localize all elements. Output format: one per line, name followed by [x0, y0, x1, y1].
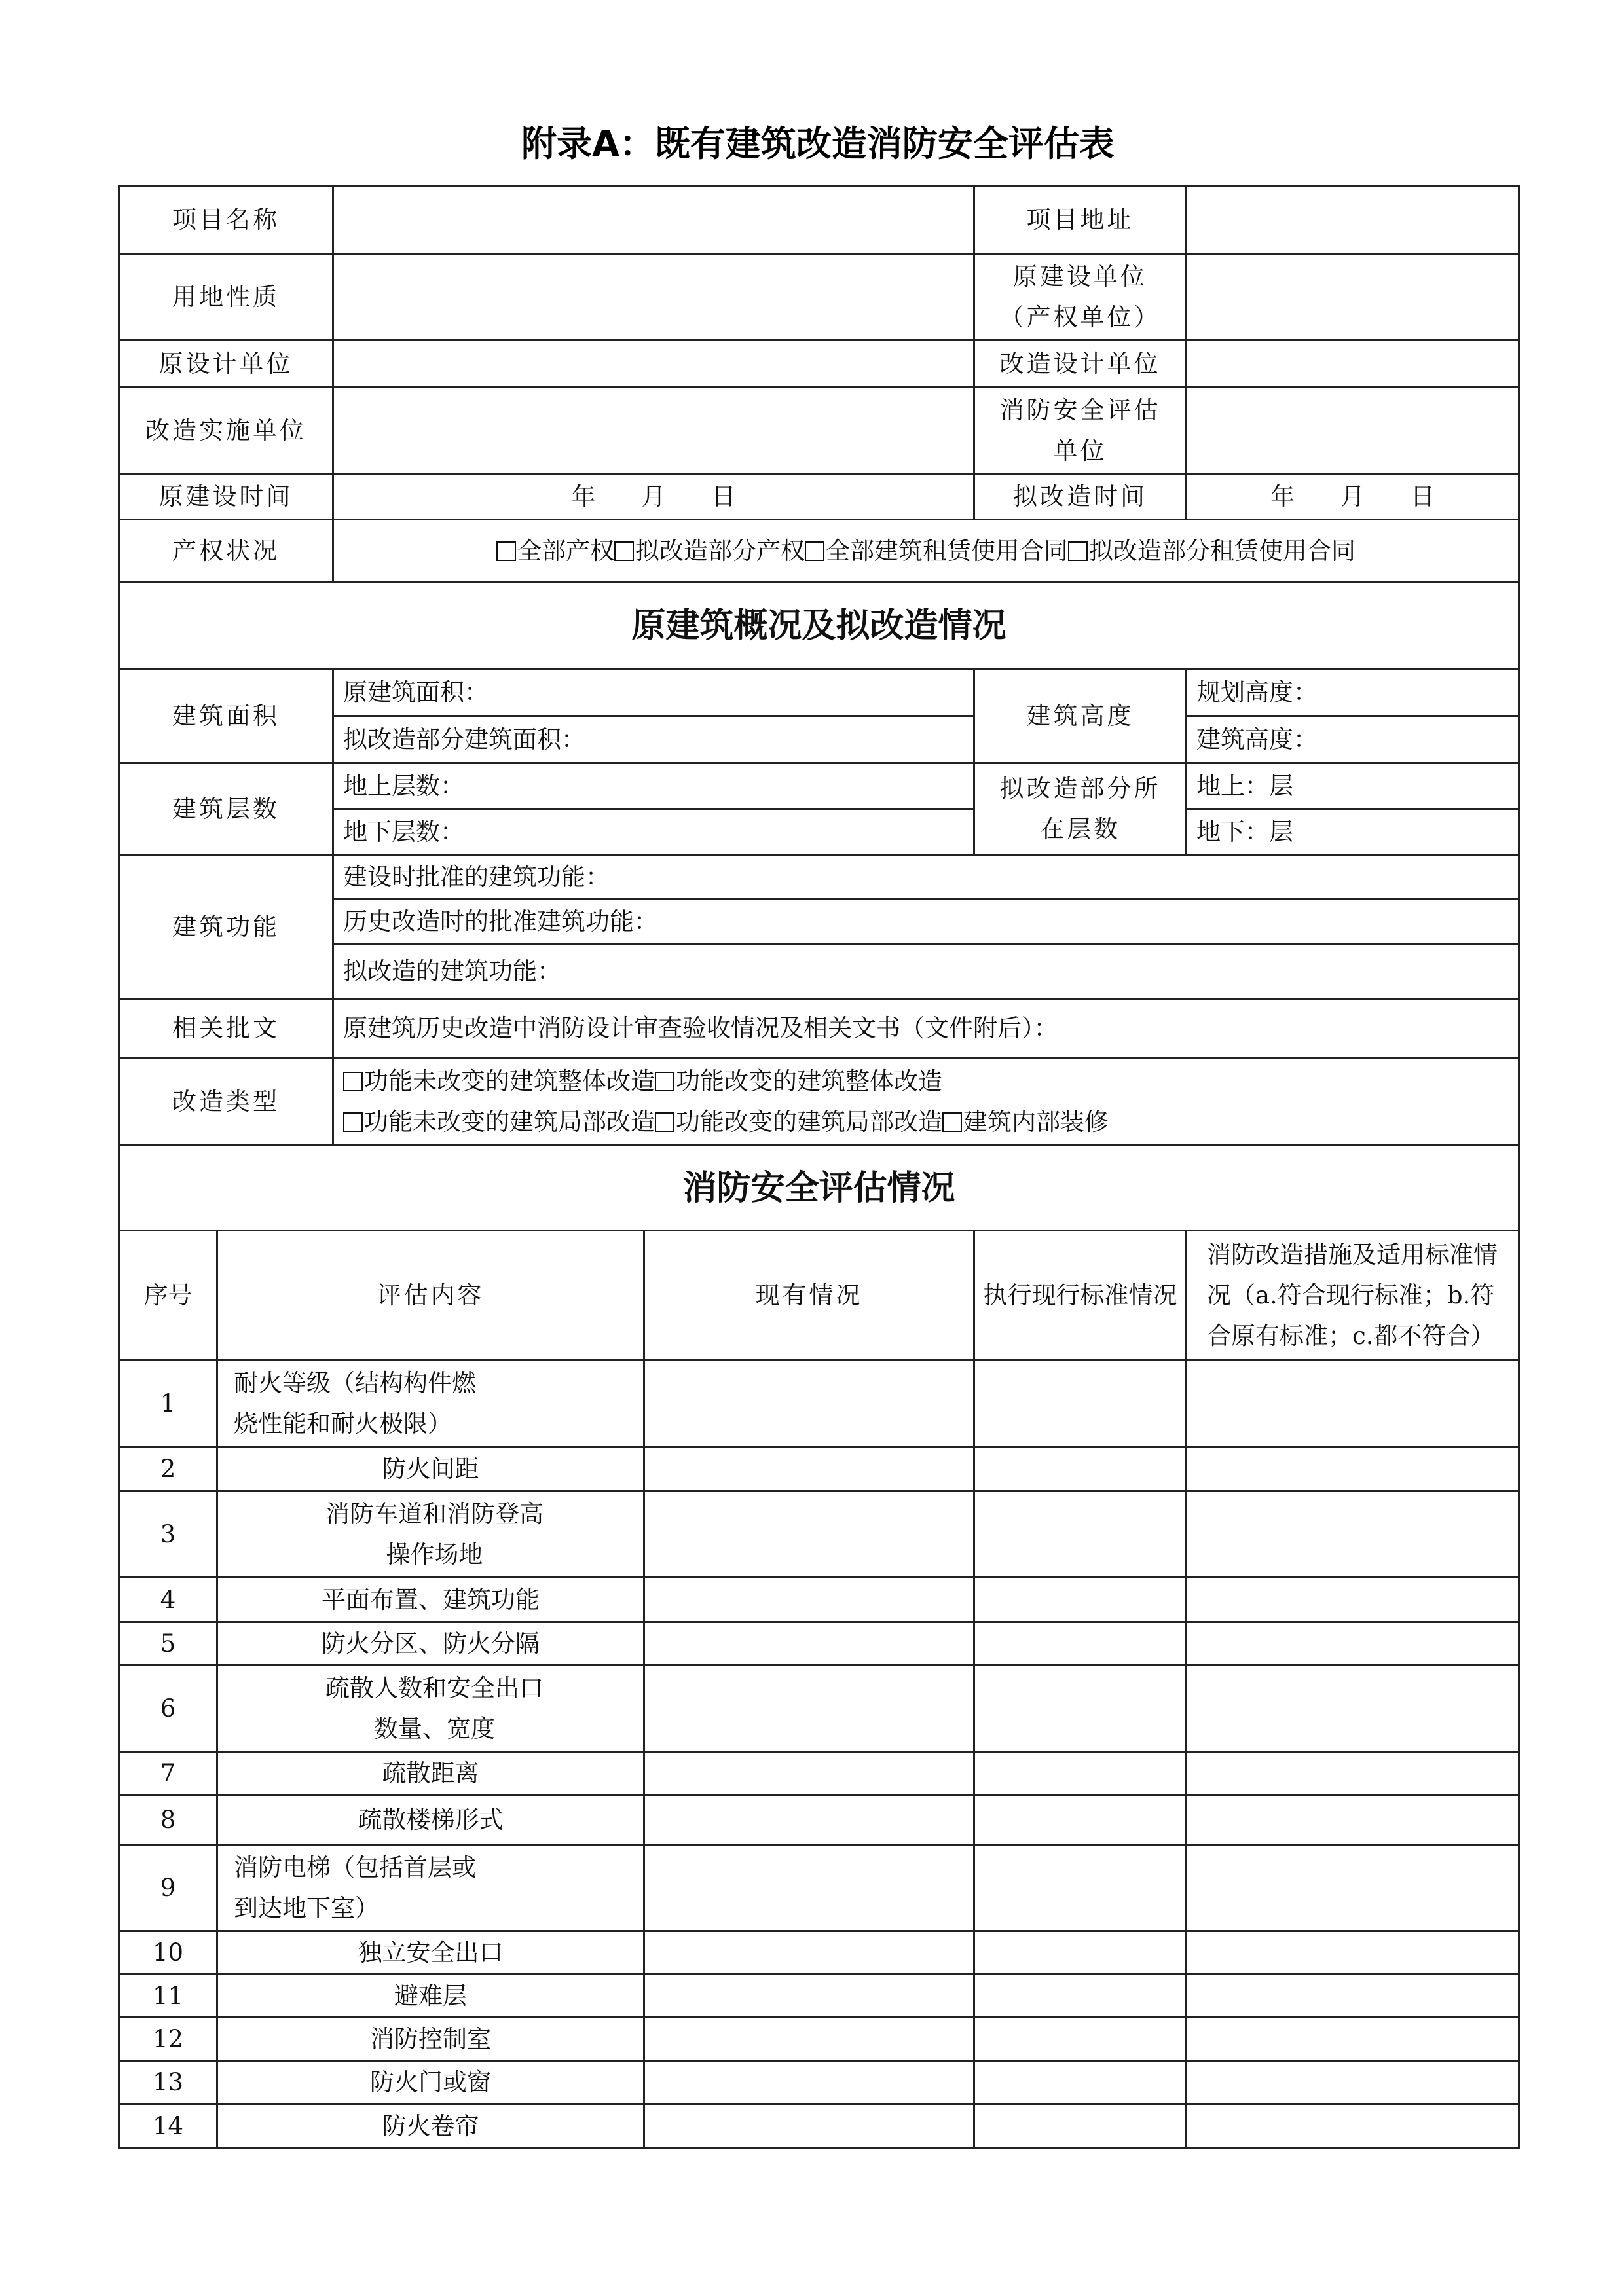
current-situation-field[interactable]: [644, 1752, 974, 1795]
current-situation-field[interactable]: [644, 1975, 974, 2018]
renovation-floors-label-line2: 在层数: [1040, 814, 1120, 843]
row-dates: [119, 474, 1519, 520]
assessment-item: 疏散人数和安全出口 数量、宽度: [217, 1666, 644, 1752]
checkbox-icon[interactable]: [655, 1112, 674, 1132]
measures-field[interactable]: [1187, 2061, 1519, 2104]
current-situation-field[interactable]: [644, 2018, 974, 2061]
measures-field[interactable]: [1187, 1845, 1519, 1931]
date-year: 年: [1270, 482, 1295, 511]
table-row: [119, 1622, 1519, 1666]
measures-field[interactable]: [1187, 1752, 1519, 1795]
current-situation-field[interactable]: [644, 1666, 974, 1752]
current-standard-field[interactable]: [974, 1975, 1187, 2018]
planned-height-field[interactable]: 规划高度：: [1187, 669, 1519, 716]
assessment-item: 避难层: [217, 1975, 644, 2018]
measures-field[interactable]: [1187, 1360, 1519, 1447]
date-month: 月: [641, 482, 666, 511]
land-use-field[interactable]: [333, 254, 974, 340]
table-row: [119, 1795, 1519, 1845]
current-standard-field[interactable]: [974, 1447, 1187, 1491]
project-name-label: 项目名称: [119, 186, 333, 254]
original-designer-label: 原设计单位: [119, 340, 333, 388]
renovation-type-option[interactable]: 功能改变的建筑整体改造: [655, 1067, 942, 1095]
floors-label: 建筑层数: [119, 763, 333, 855]
measures-field[interactable]: [1187, 1447, 1519, 1491]
table-row: [119, 2061, 1519, 2104]
renovation-implementer-label: 改造实施单位: [119, 388, 333, 474]
renovation-designer-field[interactable]: [1187, 340, 1519, 388]
project-address-label: 项目地址: [974, 186, 1187, 254]
ownership-option[interactable]: 拟改造部分租赁使用合同: [1068, 537, 1356, 565]
assessment-item: 防火卷帘: [217, 2104, 644, 2149]
original-builder-label-line2: （产权单位）: [999, 302, 1161, 331]
renovation-designer-label: 改造设计单位: [974, 340, 1187, 388]
date-day: 日: [1411, 482, 1435, 511]
project-address-field[interactable]: [1187, 186, 1519, 254]
page-title: 附录A：既有建筑改造消防安全评估表: [521, 123, 1115, 164]
current-standard-field[interactable]: [974, 1666, 1187, 1752]
original-builder-label-line1: 原建设单位: [1013, 262, 1147, 291]
row-assessment-header: [119, 1231, 1519, 1360]
checkbox-icon[interactable]: [942, 1112, 962, 1132]
row-number: 4: [119, 1578, 217, 1622]
renovation-floors-label: [974, 763, 1187, 855]
col-header-measures: 消防改造措施及适用标准情 况（a.符合现行标准；b.符 合原有标准；c.都不符合）: [1187, 1231, 1519, 1360]
renovation-type-option[interactable]: 功能改变的建筑局部改造: [655, 1108, 942, 1136]
row-number: 8: [119, 1795, 217, 1845]
row-number: 7: [119, 1752, 217, 1795]
original-builder-field[interactable]: [1187, 254, 1519, 340]
table-row: [119, 2104, 1519, 2149]
row-number: 10: [119, 1931, 217, 1975]
row-documents: [119, 999, 1519, 1058]
current-standard-field[interactable]: [974, 2018, 1187, 2061]
row-number: 5: [119, 1622, 217, 1666]
row-number: 9: [119, 1845, 217, 1931]
assessment-item: 消防车道和消防登高 操作场地: [217, 1491, 644, 1578]
assessment-item: 耐火等级（结构构件燃 烧性能和耐火极限）: [217, 1360, 644, 1447]
above-floors-field[interactable]: 地上层数：: [333, 763, 974, 809]
measures-field[interactable]: [1187, 1975, 1519, 2018]
row-project-name: [119, 186, 1519, 254]
measures-field[interactable]: [1187, 1931, 1519, 1975]
row-floors-1: [119, 763, 1519, 809]
renovation-above-field[interactable]: 地上：层: [1187, 763, 1519, 809]
measures-field[interactable]: [1187, 2104, 1519, 2149]
below-floors-field[interactable]: 地下层数：: [333, 809, 974, 855]
planned-renovation-time-field[interactable]: [1187, 474, 1519, 520]
row-number: 6: [119, 1666, 217, 1752]
renovation-type-option[interactable]: 功能未改变的建筑局部改造: [343, 1108, 655, 1136]
current-situation-field[interactable]: [644, 1795, 974, 1845]
renovation-type-option[interactable]: 建筑内部装修: [942, 1108, 1109, 1136]
current-standard-field[interactable]: [974, 1578, 1187, 1622]
measures-field[interactable]: [1187, 1622, 1519, 1666]
assessment-form-table: [118, 185, 1520, 2149]
project-name-field[interactable]: [333, 186, 974, 254]
assessment-item: 独立安全出口: [217, 1931, 644, 1975]
current-standard-field[interactable]: [974, 1795, 1187, 1845]
ownership-options: [333, 520, 1519, 583]
assessment-item: 防火门或窗: [217, 2061, 644, 2104]
col-header-content: 评估内容: [217, 1231, 644, 1360]
checkbox-icon[interactable]: [343, 1112, 363, 1132]
original-build-time-label: 原建设时间: [119, 474, 333, 520]
assessment-item: 防火分区、防火分隔: [217, 1622, 644, 1666]
checkbox-icon[interactable]: [343, 1072, 363, 1091]
table-row: [119, 2018, 1519, 2061]
checkbox-icon[interactable]: [614, 541, 634, 561]
date-day: 日: [711, 482, 736, 511]
current-standard-field[interactable]: [974, 1491, 1187, 1578]
current-standard-field[interactable]: [974, 2061, 1187, 2104]
table-row: [119, 1845, 1519, 1931]
col-header-standard: 执行现行标准情况: [974, 1231, 1187, 1360]
documents-field[interactable]: 原建筑历史改造中消防设计审查验收情况及相关文书（文件附后）：: [333, 999, 1519, 1058]
documents-label: 相关批文: [119, 999, 333, 1058]
assessment-item: 消防电梯（包括首层或 到达地下室）: [217, 1845, 644, 1931]
assessment-item: 疏散距离: [217, 1752, 644, 1795]
measures-field[interactable]: [1187, 1578, 1519, 1622]
measures-field[interactable]: [1187, 1491, 1519, 1578]
land-use-label: 用地性质: [119, 254, 333, 340]
ownership-option[interactable]: 全部产权: [496, 537, 614, 565]
table-row: [119, 1578, 1519, 1622]
renovation-floors-label-line1: 拟改造部分所: [999, 774, 1161, 803]
measures-field[interactable]: [1187, 2018, 1519, 2061]
row-section-assessment: [119, 1146, 1519, 1231]
current-standard-field[interactable]: [974, 1622, 1187, 1666]
planned-renovation-time-label: 拟改造时间: [974, 474, 1187, 520]
function-planned-field[interactable]: 拟改造的建筑功能：: [333, 944, 1519, 999]
function-approved-field[interactable]: 建设时批准的建筑功能：: [333, 855, 1519, 900]
current-situation-field[interactable]: [644, 2104, 974, 2149]
original-build-time-field[interactable]: [333, 474, 974, 520]
current-situation-field[interactable]: [644, 1491, 974, 1578]
assessment-item: 消防控制室: [217, 2018, 644, 2061]
row-number: 13: [119, 2061, 217, 2104]
original-builder-label: [974, 254, 1187, 340]
area-label: 建筑面积: [119, 669, 333, 763]
row-number: 3: [119, 1491, 217, 1578]
assessment-unit-field[interactable]: [1187, 388, 1519, 474]
renovation-type-options: [333, 1058, 1519, 1146]
current-situation-field[interactable]: [644, 1360, 974, 1447]
ownership-option[interactable]: 全部建筑租赁使用合同: [805, 537, 1068, 565]
row-function-1: [119, 855, 1519, 900]
section-title-overview: 原建筑概况及拟改造情况: [119, 583, 1519, 669]
current-situation-field[interactable]: [644, 1931, 974, 1975]
assessment-rows: [119, 1360, 1519, 2149]
assessment-unit-label-line1: 消防安全评估: [999, 395, 1161, 424]
row-ownership: [119, 520, 1519, 583]
measures-field[interactable]: [1187, 1795, 1519, 1845]
assessment-item: 平面布置、建筑功能: [217, 1578, 644, 1622]
function-label: 建筑功能: [119, 855, 333, 999]
renovation-type-label: 改造类型: [119, 1058, 333, 1146]
section-title-assessment: 消防安全评估情况: [119, 1146, 1519, 1231]
assessment-item: 疏散楼梯形式: [217, 1795, 644, 1845]
row-number: 12: [119, 2018, 217, 2061]
measures-field[interactable]: [1187, 1666, 1519, 1752]
current-situation-field[interactable]: [644, 1447, 974, 1491]
row-number: 1: [119, 1360, 217, 1447]
assessment-unit-label: [974, 388, 1187, 474]
renovation-below-field[interactable]: 地下：层: [1187, 809, 1519, 855]
function-history-field[interactable]: 历史改造时的批准建筑功能：: [333, 900, 1519, 944]
current-situation-field[interactable]: [644, 1622, 974, 1666]
table-row: [119, 1447, 1519, 1491]
checkbox-icon[interactable]: [655, 1072, 674, 1091]
ownership-option[interactable]: 拟改造部分产权: [614, 537, 805, 565]
current-standard-field[interactable]: [974, 1752, 1187, 1795]
current-standard-field[interactable]: [974, 1931, 1187, 1975]
table-row: [119, 1931, 1519, 1975]
date-month: 月: [1340, 482, 1365, 511]
table-row: [119, 1752, 1519, 1795]
row-number: 2: [119, 1447, 217, 1491]
current-standard-field[interactable]: [974, 1360, 1187, 1447]
table-row: [119, 1360, 1519, 1447]
date-year: 年: [571, 482, 596, 511]
row-section-overview: [119, 583, 1519, 669]
current-standard-field[interactable]: [974, 1845, 1187, 1931]
row-land-use: [119, 254, 1519, 340]
original-designer-field[interactable]: [333, 340, 974, 388]
row-implementer: [119, 388, 1519, 474]
renovation-type-option[interactable]: 功能未改变的建筑整体改造: [343, 1067, 655, 1095]
checkbox-icon[interactable]: [1068, 541, 1088, 561]
row-area-1: [119, 669, 1519, 716]
current-standard-field[interactable]: [974, 2104, 1187, 2149]
table-row: [119, 1666, 1519, 1752]
current-situation-field[interactable]: [644, 1845, 974, 1931]
current-situation-field[interactable]: [644, 1578, 974, 1622]
planned-area-field[interactable]: 拟改造部分建筑面积：: [333, 716, 974, 763]
original-area-field[interactable]: 原建筑面积：: [333, 669, 974, 716]
height-label: 建筑高度: [974, 669, 1187, 763]
assessment-unit-label-line2: 单位: [1053, 436, 1107, 465]
current-situation-field[interactable]: [644, 2061, 974, 2104]
assessment-item: 防火间距: [217, 1447, 644, 1491]
building-height-field[interactable]: 建筑高度：: [1187, 716, 1519, 763]
ownership-label: 产权状况: [119, 520, 333, 583]
checkbox-icon[interactable]: [496, 541, 516, 561]
row-designer: [119, 340, 1519, 388]
checkbox-icon[interactable]: [805, 541, 824, 561]
row-number: 11: [119, 1975, 217, 2018]
row-number: 14: [119, 2104, 217, 2149]
table-row: [119, 1975, 1519, 2018]
table-row: [119, 1491, 1519, 1578]
renovation-implementer-field[interactable]: [333, 388, 974, 474]
col-header-no: 序号: [119, 1231, 217, 1360]
row-renovation-type: [119, 1058, 1519, 1146]
col-header-current: 现有情况: [644, 1231, 974, 1360]
